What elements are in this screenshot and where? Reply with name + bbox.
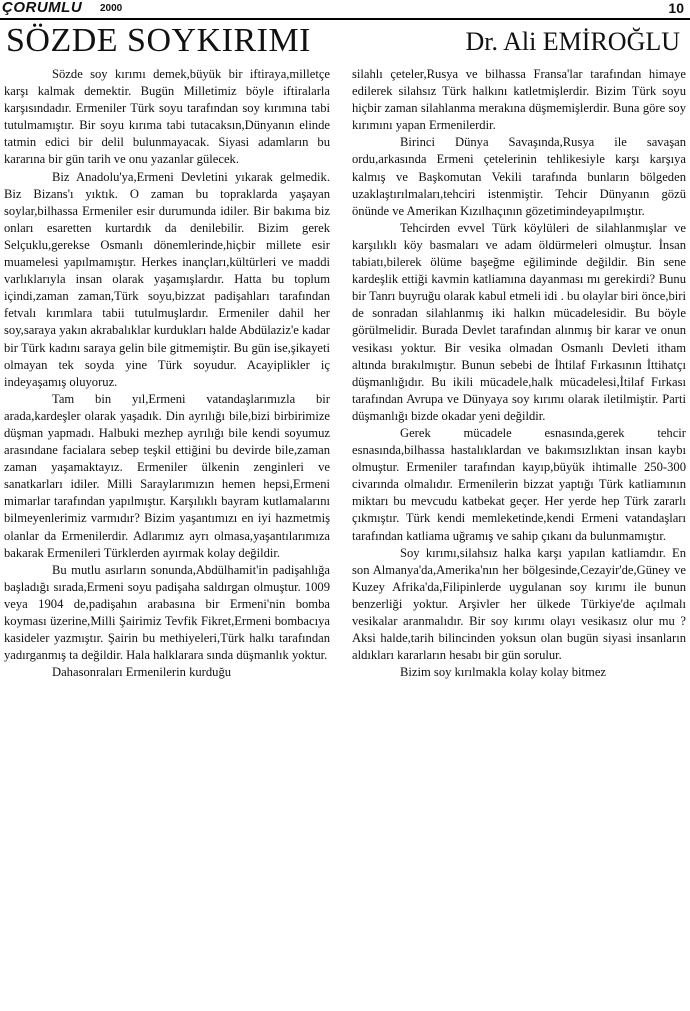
paragraph: Tam bin yıl,Ermeni vatandaşlarımızla bir arada,kardeşler olarak yaşadık. Din ayrılığı bile,bizi birbirimize düşman yapmadı. Halbuki mezhep ayrılığı bile kendi soyumuz arasındane facialara sebep teşkil ettiğini bu devirde bile,zaman zaman yaşamaktayız. Ermeniler ülkenin zenginleri ve sanatkarları idiler. Milli Saraylarımızın hemen hepsi,Ermeni mimarlar tarafından yapılmıştır. Karşılıklı bayram kutlamalarını bilmeyenlerimiz varmıdır? Bizim yaşantımızı en iyi hazmetmiş olanlar da Ermenilerdir. Adlarımız ayrı olmasa,yaşantılarımıza bakarak Ermenileri Türklerden ayırmak kolay değildir. [4, 391, 330, 560]
article-column-1 [4, 66, 330, 1006]
newspaper-logo: ÇORUMLU [2, 0, 83, 16]
article-title: SÖZDE SOYKIRIMI [6, 22, 311, 59]
paragraph: Biz Anadolu'ya,Ermeni Devletini yıkarak gelmedik. Biz Bizans'ı yıktık. O zaman bu topraklarda yaşayan soylar,bilhassa Ermeniler esir durumunda idiler. Bir bakıma biz onları esaretten kurtardık da denilebilir. Bizim gerek Selçuklu,gerekse Osmanlı dönemlerinde,hiçbir millete esir muamelesi yapılmamıştır. Herkes inançları,kültürleri ve maddi varlıklarıyla insan olarak yaşamışlardır. Hatta bu toplum içindi,zaman zaman,Türk soyu,bizzat padişahları tarafından fetvalı kırımlara tabii tutulmuşlardır. Ermeniler dahil her soy,saraya yakın akrabalıklar kurdukları halde Abdülaziz'e kadar bir Türk kadını saraya gelin bile gitmemiştir. Bu gün ise,şikayeti olmayan tek soyda yine Türk soyudur. Acayiplikler iç indeyaşamış oluyoruz. [4, 169, 330, 389]
issue-year: 2000 [100, 3, 123, 14]
article-author: Dr. Ali EMİROĞLU [465, 27, 680, 56]
paragraph: Tehcirden evvel Türk köylüleri de silahlanmışlar ve karşılıklı köy basmaları ve adam öldürmeleri olmuştur. İnsan tabiatı,bilerek ölüme başeğme eğiliminde değildir. Bin sene kardeşlik ettiği kavmin katliamına dayanması mı gerekirdi? Bunu bir Tanrı buyruğu olarak kabul etmeli idi . bu olaylar biri önce,biri de sonradan silahlanmış iki halkın mücadelesidir. Bu böyle görülmelidir. Burada Devlet tarafından alınmış bir karar ve onun vesikası yoktur. Bir vesika olmadan Osmanlı Devleti itham altında bırakılmıştır. Bunun sebebi de İhtilaf Fırkasının İttihatçı düşmanlığıdır. Bu ikili mücadele,halk mücadelesi,İtilaf Fırkası tarafından Avrupa ve Dünyaya soy kırımı olarak iletilmiştir. Parti düşmanlığı bizde okadar yeni değildir. [352, 220, 686, 423]
paragraph: Bu mutlu asırların sonunda,Abdülhamit'in padişahlığa başladığı sırada,Ermeni soyu padişaha saldırgan olmuştur. 1009 veya 1904 de,padişahın arabasına bir Ermeni'nin bomba koyması üzerine,Milli Şairimiz Tevfik Fikret,Ermeni bombacıya kasideler yazmıştır. Şairin bu methiyeleri,Türk halkı tarafından yadırganmış ta değildir. Hala halklarara sında düşmanlık yoktur. [4, 562, 330, 663]
paragraph: Bizim soy kırılmakla kolay kolay bitmez [400, 665, 607, 680]
paragraph: Dahasonraları Ermenilerin kurduğu [52, 665, 232, 680]
header-rule [0, 18, 690, 20]
article-column-2 [352, 66, 686, 1006]
paragraph: Sözde soy kırımı demek,büyük bir iftiraya,milletçe karşı kalmak demektir. Bugün Milletimiz böyle iftiralarla karşısındadır. Ermeniler Türk soyu tarafından soy kırımına tabi tutulmamıştır. Bir soyu kırıma tabi tutacaksın,Dünyanın elinde tatmin edici bir delil bulunmayacak. Siyasi adamların bu kararına bir gün tarih ve onu yazanlar gülecek. [4, 67, 330, 167]
paragraph-continued: silahlı çeteler,Rusya ve bilhassa Fransa'lar tarafından himaye edilerek silahsız Türk halkını katletmişlerdir. Bizim Türk soyu hiçbir zaman silahlanma merakına düşmemişlerdir. Buna göre soy kırımını yapan Ermenilerdir. [352, 67, 686, 133]
page-header [0, 0, 690, 20]
paragraph: Soy kırımı,silahsız halka karşı yapılan katliamdır. En son Almanya'da,Amerika'nın her bölgesinde,Cezayir'de,Güney ve Kuzey Afrika'da,Filipinlerde uygulanan soy kırımı ile bunun benzerliği yoktur. Arşivler her ülkede Türkiye'de açılmalı vesikalar aranmalıdır. Bir soy kırımı olayı vesikasız olur mu ? Aksi halde,tarih bilincinden yoksun olan bugün siyasi insanların aldıkları kararların hesabı bir gün sorulur. [352, 545, 686, 663]
page-number: 10 [668, 0, 684, 16]
paragraph: Birinci Dünya Savaşında,Rusya ile savaşan ordu,arkasında Ermeni çetelerinin tehlikesiyle karşı karşıya kalmış ve Başkomutan Vekili tarafında bunların bölgeden uzaklaştırılmaları,tehciri istenmiştir. Tehcir Dünyanın gözü önünde ve Amerikan Kızılhaçının gözetimindeyapılmıştır. [352, 135, 686, 218]
paragraph: Gerek mücadele esnasında,gerek tehcir esnasında,bilhassa hastalıklardan ve bakımsızlıktan insan kaybı olmuştur. Ermeniler tarafından kayıp,büyük ihtimalle 250-300 civarında olmalıdır. Ermenilerin bizzat yaptığı Türk katliamının miktarı bu mevcudu katbekat geçer. Her yerde hep Türk zararlı çıkmıştır. Türk kendi memleketinde,kendi Ermeni vatandaşları tarafından katliama uğramış ve sahip çıkanı da bulunmamıştır. [352, 425, 686, 543]
